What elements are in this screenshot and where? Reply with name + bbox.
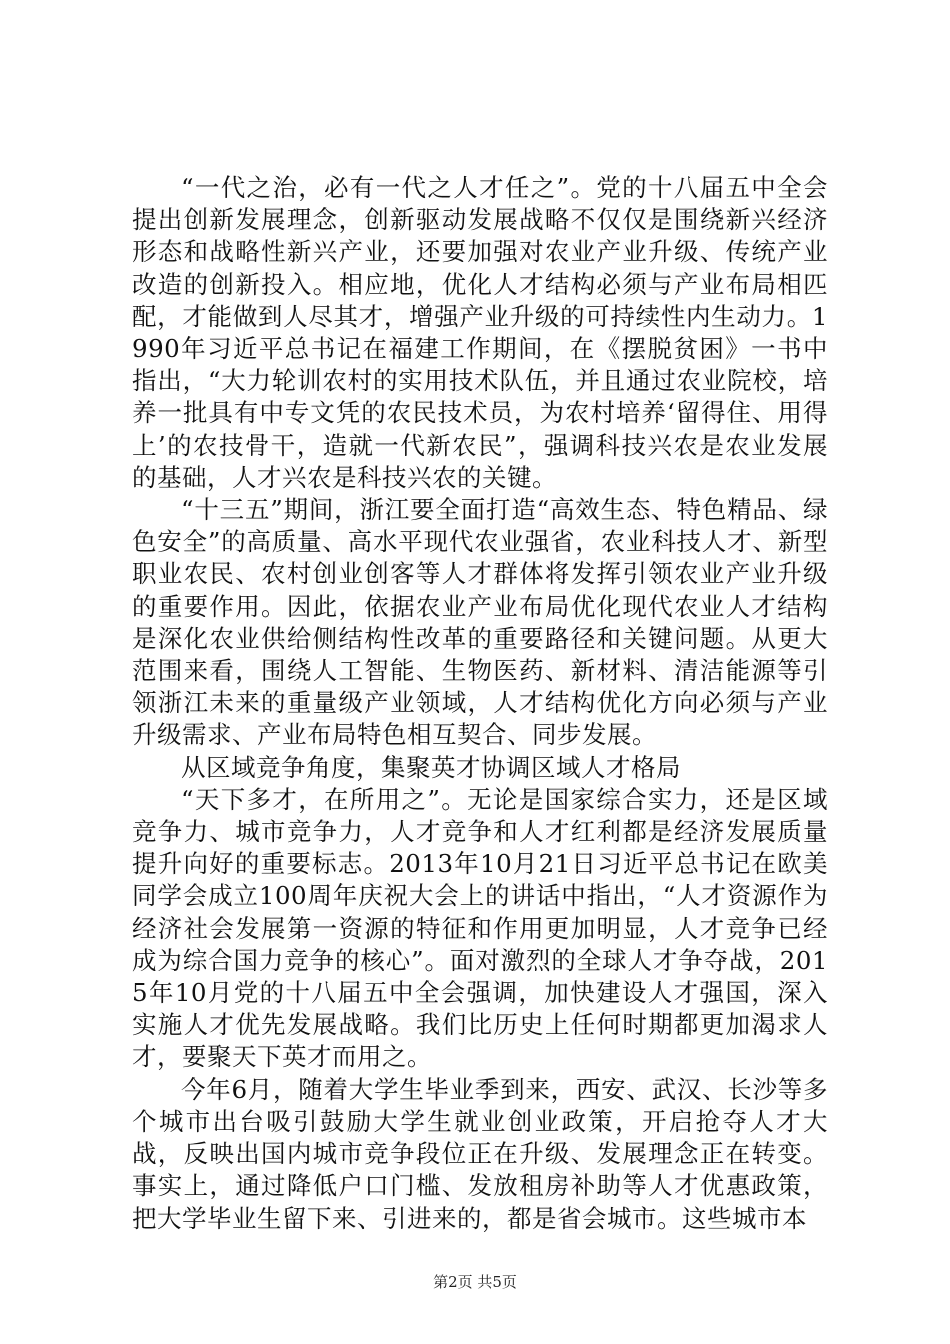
paragraph-thirteenth-five-year: “十三五”期间，浙江要全面打造“高效生态、特色精品、绿色安全”的高质量、高水平现代农业强省，农业科技人才、新型职业农民、农村创业创客等人才群体将发挥引领农业产业升级的重要作用。因此，依据农业产业布局优化现代农业人才结构是深化农业供给侧结构性改革的重要路径和关键问题。从更大范围来看，围绕人工智能、生物医药、新材料、清洁能源等引领浙江未来的重量级产业领域，人才结构优化方向必须与产业升级需求、产业布局特色相互契合、同步发展。 bbox=[132, 495, 828, 750]
paragraph-city-talent-war: 今年6月，随着大学生毕业季到来，西安、武汉、长沙等多个城市出台吸引鼓励大学生就业创业政策，开启抢夺人才大战，反映出国内城市竞争段位正在升级、发展理念正在转变。事实上，通过降低户口门槛、发放租房补助等人才优惠政策，把大学毕业生留下来、引进来的，都是省会城市。这些城市本 bbox=[132, 1074, 828, 1233]
document-body bbox=[132, 172, 828, 1235]
page-footer bbox=[0, 1272, 950, 1292]
section-heading-regional-competition: 从区域竞争角度，集聚英才协调区域人才格局 bbox=[181, 752, 681, 782]
page-number-label: 第2页 共5页 bbox=[433, 1273, 517, 1291]
paragraph-talent-structure: “一代之治，必有一代之人才任之”。党的十八届五中全会提出创新发展理念，创新驱动发展战略不仅仅是围绕新兴经济形态和战略性新兴产业，还要加强对农业产业升级、传统产业改造的创新投入。相应地，优化人才结构必须与产业布局相匹配，才能做到人尽其才，增强产业升级的可持续性内生动力。1990年习近平总书记在福建工作期间，在《摆脱贫困》一书中指出，“大力轮训农村的实用技术队伍，并且通过农业院校，培养一批具有中专文凭的农民技术员，为农村培养‘留得住、用得上’的农技骨干，造就一代新农民”，强调科技兴农是农业发展的基础，人才兴农是科技兴农的关键。 bbox=[132, 173, 828, 492]
paragraph-talent-competition: “天下多才，在所用之”。无论是国家综合实力，还是区域竞争力、城市竞争力，人才竞争和人才红利都是经济发展质量提升向好的重要标志。2013年10月21日习近平总书记在欧美同学会成立100周年庆祝大会上的讲话中指出，“人才资源作为经济社会发展第一资源的特征和作用更加明显，人才竞争已经成为综合国力竞争的核心”。面对激烈的全球人才争夺战，2015年10月党的十八届五中全会强调，加快建设人才强国，深入实施人才优先发展战略。我们比历史上任何时期都更加渴求人才，要聚天下英才而用之。 bbox=[132, 784, 828, 1072]
